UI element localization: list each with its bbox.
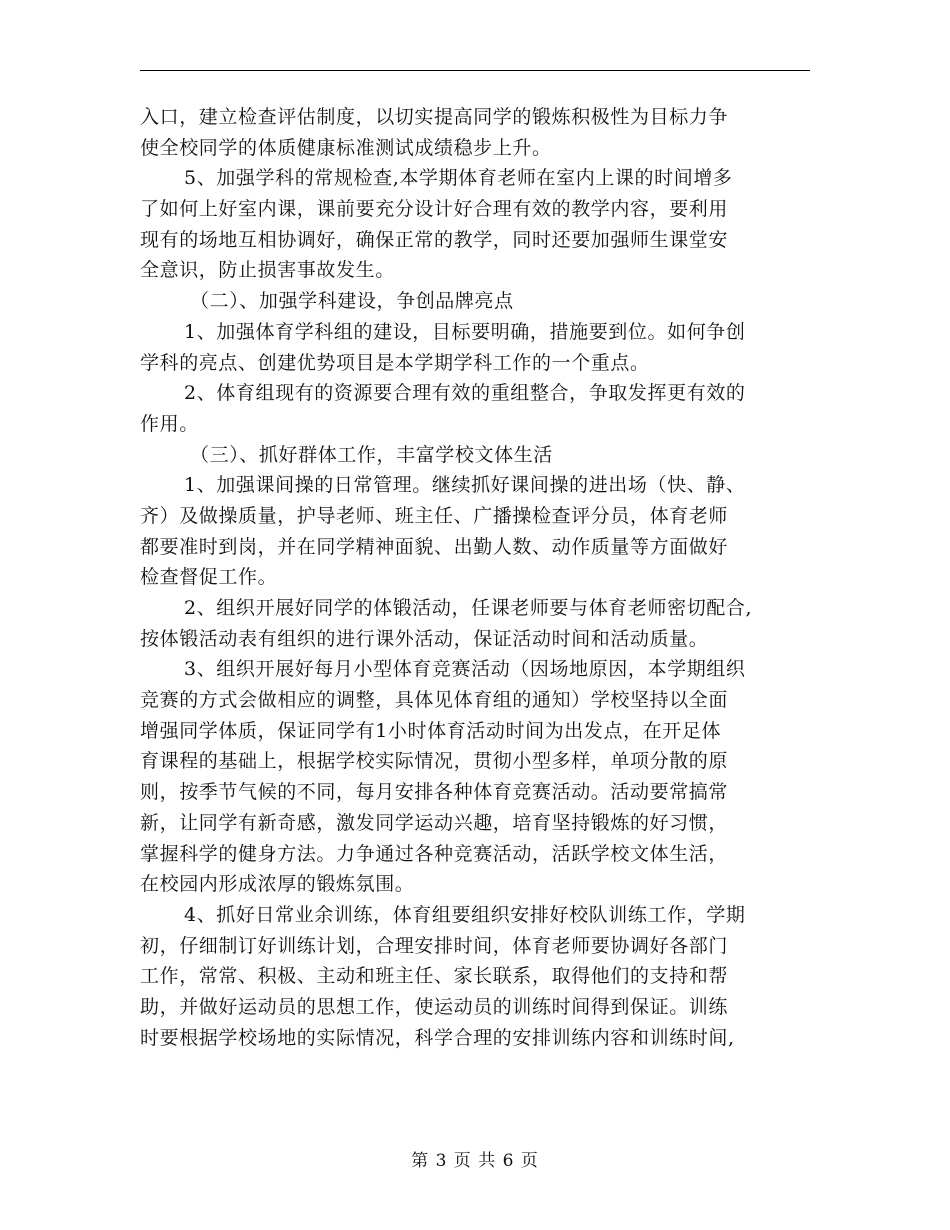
page-number: 第 3 页 共 6 页: [411, 1151, 539, 1171]
text-line: 初，仔细制订好训练计划，合理安排时间，体育老师要协调好各部门: [140, 934, 729, 957]
text-line: 育课程的基础上，根据学校实际情况，贯彻小型多样，单项分散的原: [140, 750, 729, 773]
text-line: 新，让同学有新奇感，激发同学运动兴趣，培育坚持锻炼的好习惯，: [140, 811, 729, 834]
text-line: 学科的亮点、创建优势项目是本学期学科工作的一个重点。: [140, 351, 650, 374]
text-line: 使全校同学的体质健康标准测试成绩稳步上升。: [140, 136, 552, 159]
text-line: （三）、抓好群体工作，丰富学校文体生活: [190, 443, 553, 466]
text-line: 按体锻活动表有组织的进行课外活动，保证活动时间和活动质量。: [140, 627, 709, 650]
text-line: 入口，建立检查评估制度，以切实提高同学的锻炼积极性为目标力争: [140, 106, 729, 128]
text-line: 助，并做好运动员的思想工作，使运动员的训练时间得到保证。训练: [140, 995, 729, 1018]
text-line: 作用。: [140, 412, 199, 435]
document-body: [140, 102, 810, 1053]
text-line: （二）、加强学科建设，争创品牌亮点: [190, 290, 514, 313]
text-line: 3、组织开展好每月小型体育竞赛活动（因场地原因，本学期组织: [184, 658, 746, 681]
text-line: 掌握科学的健身方法。力争通过各种竞赛活动，活跃学校文体生活，: [140, 842, 729, 865]
header-rule: [140, 70, 810, 71]
text-line: 竞赛的方式会做相应的调整，具体见体育组的通知）学校坚持以全面: [140, 689, 729, 712]
text-line: 时要根据学校场地的实际情况，科学合理的安排训练内容和训练时间,: [140, 1026, 735, 1049]
text-line: 2、体育组现有的资源要合理有效的重组整合，争取发挥更有效的: [184, 382, 746, 405]
text-line: 现有的场地互相协调好，确保正常的教学，同时还要加强师生课堂安: [140, 228, 729, 251]
text-line: 齐）及做操质量，护导老师、班主任、广播操检查评分员，体育老师: [140, 504, 729, 527]
text-line: 5、加强学科的常规检查,本学期体育老师在室内上课的时间增多: [184, 167, 733, 190]
text-line: 则，按季节气候的不同，每月安排各种体育竞赛活动。活动要常搞常: [140, 781, 729, 804]
text-line: 了如何上好室内课，课前要充分设计好合理有效的教学内容，要利用: [140, 198, 729, 221]
text-line: 都要准时到岗，并在同学精神面貌、出勤人数、动作质量等方面做好: [140, 535, 729, 558]
text-line: 2、组织开展好同学的体锻活动，任课老师要与体育老师密切配合,: [184, 597, 753, 619]
text-line: 在校园内形成浓厚的锻炼氛围。: [140, 873, 415, 896]
text-line: 1、加强体育学科组的建设，目标要明确，措施要到位。如何争创: [184, 320, 746, 343]
text-line: 工作，常常、积极、主动和班主任、家长联系，取得他们的支持和帮: [140, 965, 729, 988]
text-line: 1、加强课间操的日常管理。继续抓好课间操的进出场（快、静、: [184, 474, 746, 497]
text-line: 检查督促工作。: [140, 566, 278, 589]
text-line: 全意识，防止损害事故发生。: [140, 259, 395, 282]
text-line: 4、抓好日常业余训练，体育组要组织安排好校队训练工作，学期: [184, 903, 746, 926]
text-line: 增强同学体质，保证同学有1小时体育活动时间为出发点，在开足体: [140, 719, 722, 742]
